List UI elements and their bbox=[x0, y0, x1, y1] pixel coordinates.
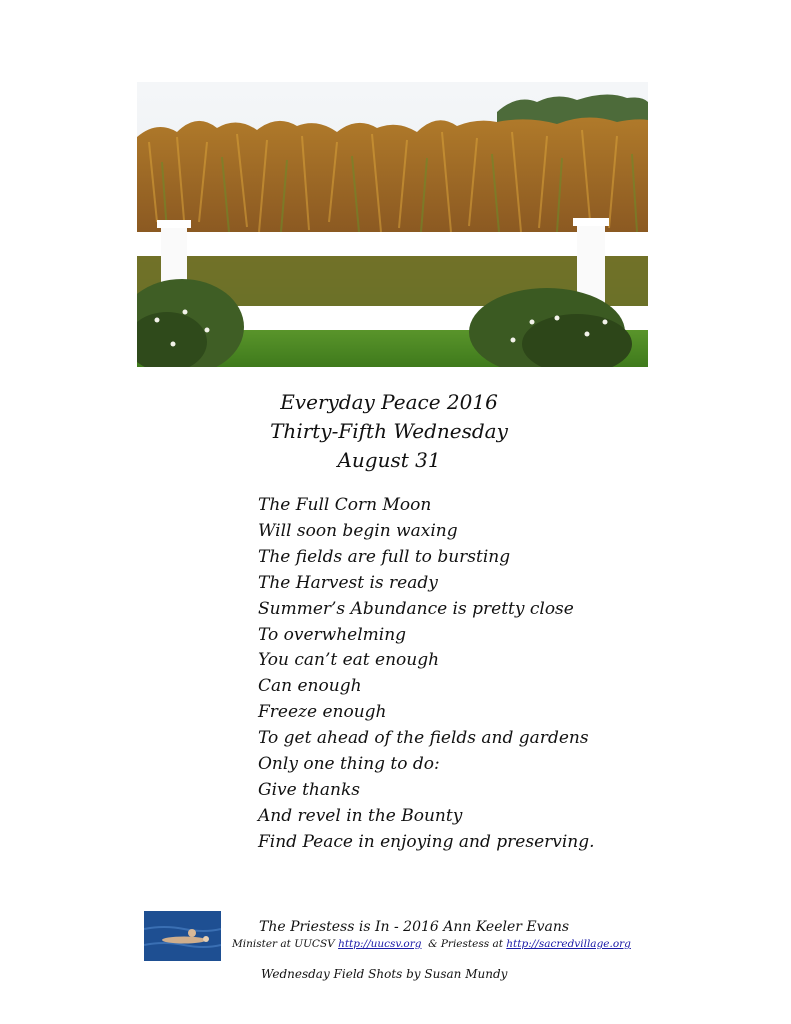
header-photo bbox=[137, 82, 648, 367]
poem-line: Find Peace in enjoying and preserving. bbox=[258, 831, 595, 852]
footer-photo bbox=[144, 911, 221, 961]
swimmer-photo-icon bbox=[144, 911, 221, 961]
uucsv-link[interactable]: http://uucsv.org bbox=[338, 938, 422, 950]
poem-line: To get ahead of the fields and gardens bbox=[258, 728, 589, 749]
poem-line: Summer’s Abundance is pretty close bbox=[258, 598, 574, 619]
poem-line: The Full Corn Moon bbox=[258, 495, 432, 515]
title-line-2: Thirty-Fifth Wednesday bbox=[270, 419, 508, 443]
poem-line: The Harvest is ready bbox=[258, 572, 438, 593]
poem-line: Can enough bbox=[258, 676, 362, 697]
cornfield-fence-photo-icon bbox=[137, 82, 648, 367]
footer-affiliations bbox=[232, 936, 652, 952]
photo-credit: Wednesday Field Shots by Susan Mundy bbox=[261, 967, 508, 981]
footer-heading: The Priestess is In - 2016 Ann Keeler Evans bbox=[259, 919, 570, 935]
poem-line: And revel in the Bounty bbox=[258, 805, 463, 826]
page-title bbox=[0, 388, 791, 475]
sacredvillage-link[interactable]: http://sacredvillage.org bbox=[506, 938, 631, 950]
title-line-1: Everyday Peace 2016 bbox=[280, 390, 498, 414]
poem-line: Only one thing to do: bbox=[258, 754, 440, 775]
poem-line: Will soon begin waxing bbox=[258, 520, 458, 541]
poem bbox=[258, 493, 738, 856]
footer bbox=[232, 918, 652, 952]
priestess-label: & Priestess at bbox=[421, 938, 507, 950]
poem-line: You can’t eat enough bbox=[258, 650, 440, 671]
poem-line: To overwhelming bbox=[258, 624, 407, 645]
poem-line: Freeze enough bbox=[258, 702, 387, 723]
minister-label: Minister at UUCSV bbox=[232, 938, 339, 950]
poem-line: The fields are full to bursting bbox=[258, 546, 511, 567]
title-line-3: August 31 bbox=[337, 448, 441, 472]
poem-line: Give thanks bbox=[258, 779, 360, 800]
